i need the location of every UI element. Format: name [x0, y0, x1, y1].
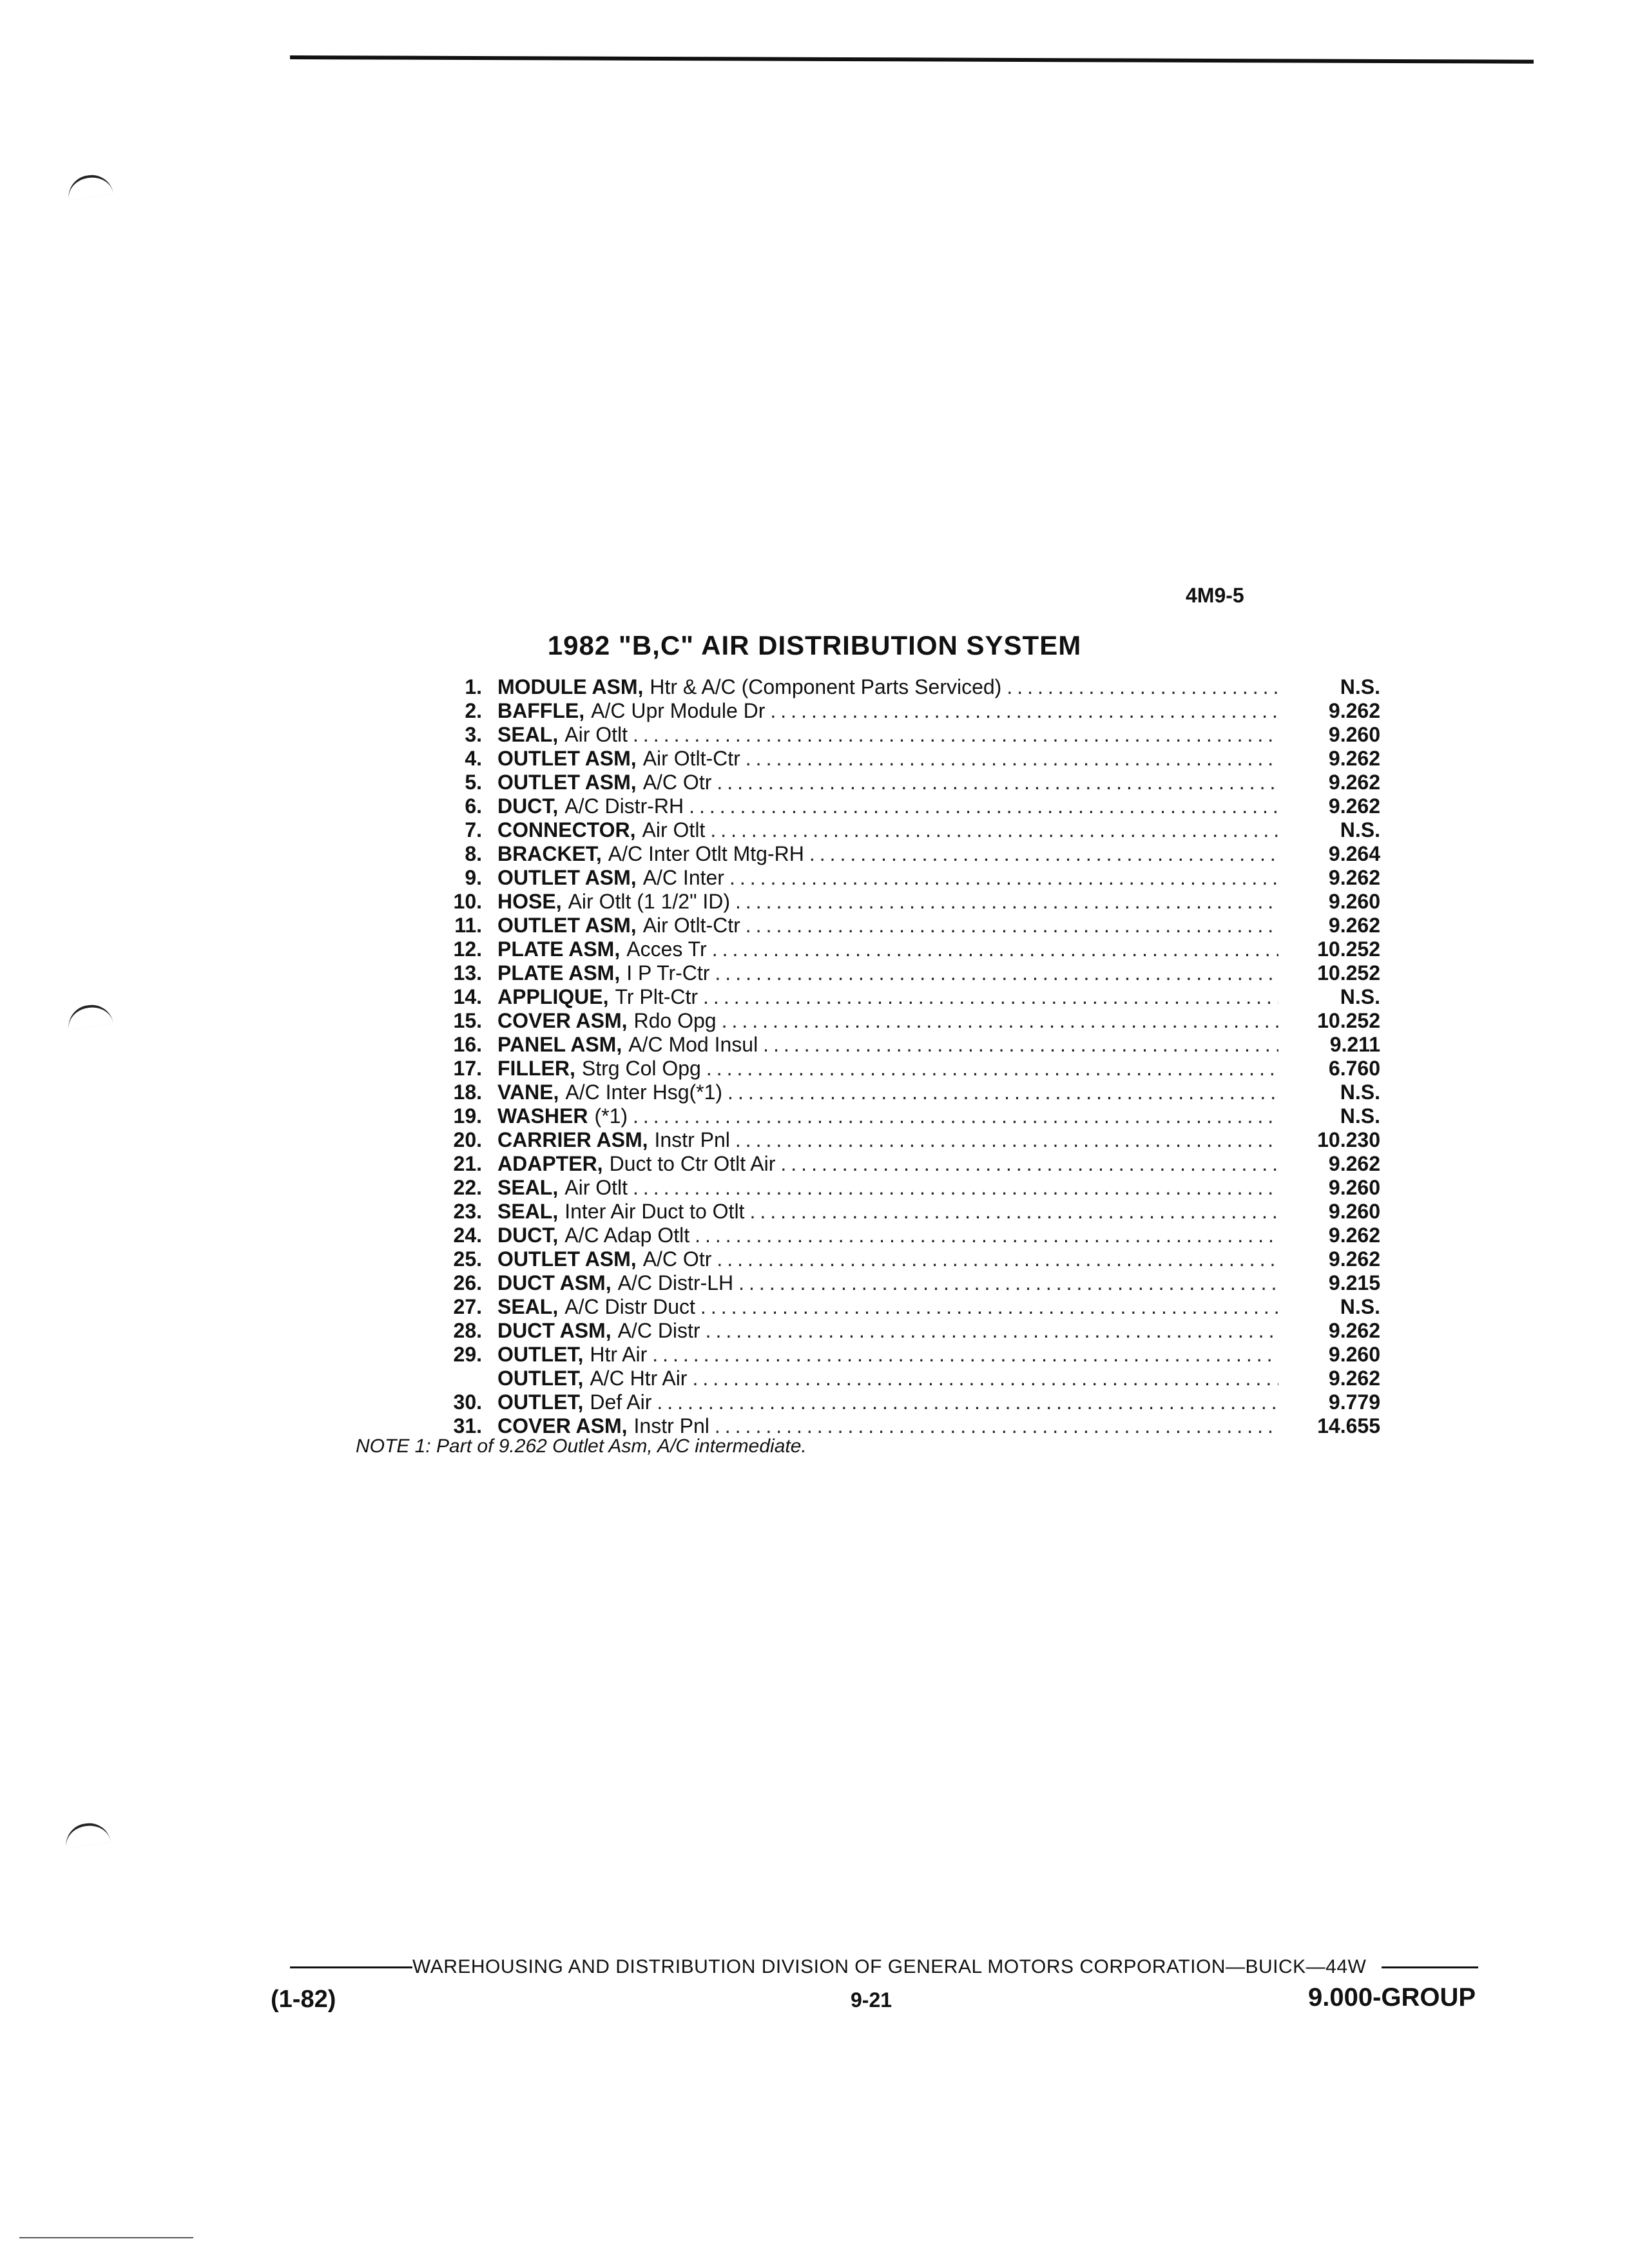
- part-description: Air Otlt-Ctr: [642, 747, 740, 770]
- dot-leader: [706, 1319, 1278, 1343]
- part-row: [400, 1033, 1385, 1057]
- dot-leader: [728, 1081, 1278, 1104]
- dash-rule: [1382, 1966, 1478, 1968]
- part-group-number: 9.215: [1328, 1271, 1380, 1294]
- part-group-number: 9.779: [1328, 1390, 1380, 1414]
- part-name: OUTLET ASM,: [497, 771, 637, 794]
- part-group-number: N.S.: [1340, 985, 1380, 1008]
- part-name: PANEL ASM,: [497, 1033, 622, 1056]
- part-number: 31.: [453, 1414, 482, 1437]
- part-number: 8.: [465, 842, 482, 865]
- part-group-number: 9.262: [1328, 747, 1380, 770]
- part-group-number: 10.252: [1317, 1009, 1380, 1032]
- dot-leader: [770, 699, 1278, 723]
- part-description: A/C Inter Hsg(*1): [565, 1081, 723, 1104]
- part-description: Air Otlt-Ctr: [642, 914, 740, 937]
- part-group-number: 6.760: [1328, 1057, 1380, 1080]
- part-name: APPLIQUE,: [497, 985, 609, 1008]
- part-row: [400, 675, 1385, 699]
- footnote: NOTE 1: Part of 9.262 Outlet Asm, A/C intermediate.: [356, 1436, 807, 1457]
- part-number: 1.: [465, 675, 482, 698]
- part-description: A/C Inter: [642, 866, 724, 889]
- part-group-number: N.S.: [1340, 1295, 1380, 1318]
- part-description: A/C Adap Otlt: [564, 1224, 690, 1247]
- part-description: A/C Otr: [642, 1247, 712, 1271]
- part-number: 14.: [453, 985, 482, 1008]
- dot-leader: [652, 1343, 1278, 1367]
- part-row: [400, 1104, 1385, 1128]
- part-group-number: 9.260: [1328, 1343, 1380, 1366]
- part-number: 15.: [453, 1009, 482, 1032]
- part-name: COVER ASM,: [497, 1414, 628, 1437]
- part-row: [400, 866, 1385, 890]
- part-group-number: 9.262: [1328, 699, 1380, 722]
- part-name: FILLER,: [497, 1057, 575, 1080]
- part-number: 18.: [453, 1081, 482, 1104]
- dot-leader: [715, 961, 1278, 985]
- dot-leader: [633, 1176, 1278, 1200]
- part-name: HOSE,: [497, 890, 562, 913]
- part-row: [400, 794, 1385, 818]
- part-number: 10.: [453, 890, 482, 913]
- part-description: Htr Air: [590, 1343, 648, 1366]
- part-description: I P Tr-Ctr: [626, 961, 710, 985]
- part-number: 21.: [453, 1152, 482, 1175]
- part-name: DUCT ASM,: [497, 1319, 612, 1342]
- dot-leader: [689, 794, 1278, 818]
- part-group-number: N.S.: [1340, 1081, 1380, 1104]
- part-name: SEAL,: [497, 1176, 559, 1199]
- part-number: 19.: [453, 1104, 482, 1128]
- part-description: Strg Col Opg: [581, 1057, 701, 1080]
- part-name: PLATE ASM,: [497, 937, 621, 961]
- dot-leader: [657, 1390, 1278, 1414]
- part-group-number: 9.211: [1329, 1033, 1380, 1056]
- part-description: A/C Inter Otlt Mtg-RH: [608, 842, 804, 865]
- dot-leader: [722, 1009, 1278, 1033]
- dot-leader: [729, 866, 1278, 890]
- part-number: 20.: [453, 1128, 482, 1151]
- reference-code: 4M9-5: [1186, 584, 1244, 607]
- part-name: CARRIER ASM,: [497, 1128, 648, 1151]
- part-description: (*1): [594, 1104, 628, 1128]
- part-row: [400, 1319, 1385, 1343]
- dot-leader: [717, 1247, 1278, 1271]
- part-row: [400, 699, 1385, 723]
- part-description: Inter Air Duct to Otlt: [564, 1200, 745, 1223]
- dot-leader: [695, 1224, 1278, 1247]
- bottom-rule: [19, 2237, 193, 2238]
- top-rule: [290, 55, 1534, 64]
- part-description: Air Otlt: [642, 818, 706, 841]
- part-number: 2.: [465, 699, 482, 722]
- part-number: 25.: [453, 1247, 482, 1271]
- part-row: [400, 1081, 1385, 1104]
- part-group-number: 9.260: [1328, 1200, 1380, 1223]
- part-number: 7.: [465, 818, 482, 841]
- part-name: ADAPTER,: [497, 1152, 603, 1175]
- part-description: Instr Pnl: [633, 1414, 709, 1437]
- part-row: [400, 1367, 1385, 1390]
- group-label: 9.000-GROUP: [1308, 1983, 1476, 2012]
- part-row: [400, 818, 1385, 842]
- part-name: DUCT,: [497, 794, 559, 818]
- part-name: BRACKET,: [497, 842, 602, 865]
- part-name: DUCT,: [497, 1224, 559, 1247]
- part-row: [400, 1390, 1385, 1414]
- part-row: [400, 842, 1385, 866]
- part-number: 22.: [453, 1176, 482, 1199]
- dash-rule: [290, 1966, 412, 1968]
- dot-leader: [715, 1414, 1278, 1438]
- part-group-number: 9.262: [1328, 771, 1380, 794]
- part-name: WASHER: [497, 1104, 588, 1128]
- dot-leader: [749, 1200, 1278, 1224]
- part-number: 6.: [465, 794, 482, 818]
- part-name: OUTLET ASM,: [497, 866, 637, 889]
- part-description: Instr Pnl: [654, 1128, 730, 1151]
- part-name: OUTLET,: [497, 1343, 584, 1366]
- binder-hole-mark: [66, 1002, 113, 1030]
- part-description: A/C Distr: [617, 1319, 700, 1342]
- part-name: OUTLET ASM,: [497, 747, 637, 770]
- part-number: 24.: [453, 1224, 482, 1247]
- part-group-number: 9.262: [1328, 1152, 1380, 1175]
- part-number: 12.: [453, 937, 482, 961]
- part-name: OUTLET ASM,: [497, 1247, 637, 1271]
- part-group-number: 14.655: [1317, 1414, 1380, 1437]
- part-group-number: 9.262: [1328, 1247, 1380, 1271]
- part-description: Acces Tr: [626, 937, 707, 961]
- part-name: PLATE ASM,: [497, 961, 621, 985]
- part-number: 13.: [453, 961, 482, 985]
- dot-leader: [700, 1295, 1278, 1319]
- part-description: A/C Distr Duct: [564, 1295, 695, 1318]
- part-group-number: 9.260: [1328, 890, 1380, 913]
- binder-hole-mark: [66, 172, 113, 200]
- part-name: CONNECTOR,: [497, 818, 636, 841]
- part-description: A/C Otr: [642, 771, 712, 794]
- part-row: [400, 1224, 1385, 1247]
- dot-leader: [763, 1033, 1278, 1057]
- part-row: [400, 1200, 1385, 1224]
- part-name: SEAL,: [497, 1200, 559, 1223]
- dot-leader: [735, 890, 1278, 914]
- part-row: [400, 1128, 1385, 1152]
- part-group-number: 10.252: [1317, 961, 1380, 985]
- dot-leader: [746, 914, 1278, 937]
- part-group-number: N.S.: [1340, 1104, 1380, 1128]
- part-row: [400, 771, 1385, 794]
- part-row: [400, 1152, 1385, 1176]
- part-number: 28.: [453, 1319, 482, 1342]
- part-row: [400, 1247, 1385, 1271]
- dot-leader: [717, 771, 1278, 794]
- part-name: SEAL,: [497, 1295, 559, 1318]
- dot-leader: [746, 747, 1278, 771]
- part-number: 30.: [453, 1390, 482, 1414]
- part-number: 26.: [453, 1271, 482, 1294]
- dot-leader: [633, 723, 1278, 747]
- part-description: Duct to Ctr Otlt Air: [609, 1152, 776, 1175]
- part-number: 5.: [465, 771, 482, 794]
- part-name: VANE,: [497, 1081, 559, 1104]
- part-description: Htr & A/C (Component Parts Serviced): [650, 675, 1002, 698]
- part-group-number: 9.260: [1328, 1176, 1380, 1199]
- part-name: SEAL,: [497, 723, 559, 746]
- parts-list: [400, 675, 1385, 1438]
- part-description: A/C Distr-LH: [617, 1271, 734, 1294]
- part-group-number: 9.262: [1328, 914, 1380, 937]
- part-name: OUTLET,: [497, 1367, 584, 1390]
- part-group-number: 9.262: [1328, 1367, 1380, 1390]
- part-number: 29.: [453, 1343, 482, 1366]
- part-row: [400, 985, 1385, 1009]
- part-row: [400, 914, 1385, 937]
- dot-leader: [633, 1104, 1278, 1128]
- dot-leader: [712, 937, 1278, 961]
- part-name: BAFFLE,: [497, 699, 585, 722]
- part-number: 16.: [453, 1033, 482, 1056]
- part-row: [400, 961, 1385, 985]
- part-row: [400, 937, 1385, 961]
- part-group-number: 10.230: [1317, 1128, 1380, 1151]
- part-number: 27.: [453, 1295, 482, 1318]
- dot-leader: [710, 818, 1278, 842]
- part-name: DUCT ASM,: [497, 1271, 612, 1294]
- dot-leader: [1007, 675, 1278, 699]
- date-code: (1-82): [271, 1986, 336, 2013]
- part-row: [400, 1271, 1385, 1295]
- part-description: Air Otlt (1 1/2" ID): [568, 890, 730, 913]
- part-description: A/C Upr Module Dr: [591, 699, 766, 722]
- part-row: [400, 1009, 1385, 1033]
- part-row: [400, 747, 1385, 771]
- part-name: COVER ASM,: [497, 1009, 628, 1032]
- part-row: [400, 1414, 1385, 1438]
- part-name: MODULE ASM,: [497, 675, 644, 698]
- part-row: [400, 1343, 1385, 1367]
- dot-leader: [809, 842, 1278, 866]
- part-name: OUTLET,: [497, 1390, 584, 1414]
- part-description: Tr Plt-Ctr: [615, 985, 699, 1008]
- part-group-number: 9.262: [1328, 1319, 1380, 1342]
- dot-leader: [703, 985, 1278, 1009]
- dot-leader: [780, 1152, 1278, 1176]
- footer-division-line: [290, 1956, 1478, 1978]
- part-group-number: 9.264: [1328, 842, 1380, 865]
- page-title: 1982 "B,C" AIR DISTRIBUTION SYSTEM: [547, 630, 1082, 660]
- dot-leader: [735, 1128, 1278, 1152]
- part-group-number: 10.252: [1317, 937, 1380, 961]
- dot-leader: [692, 1367, 1278, 1390]
- part-row: [400, 1295, 1385, 1319]
- part-group-number: 9.262: [1328, 794, 1380, 818]
- part-group-number: N.S.: [1340, 818, 1380, 841]
- dot-leader: [738, 1271, 1278, 1295]
- part-group-number: N.S.: [1340, 675, 1380, 698]
- part-description: A/C Htr Air: [590, 1367, 688, 1390]
- part-group-number: 9.262: [1328, 1224, 1380, 1247]
- part-number: 3.: [465, 723, 482, 746]
- part-name: OUTLET ASM,: [497, 914, 637, 937]
- part-number: 17.: [453, 1057, 482, 1080]
- dot-leader: [706, 1057, 1278, 1081]
- part-number: 11.: [454, 914, 482, 937]
- part-description: A/C Distr-RH: [564, 794, 684, 818]
- part-row: [400, 890, 1385, 914]
- division-text: WAREHOUSING AND DISTRIBUTION DIVISION OF GENERAL MOTORS CORPORATION—BUICK—44W: [412, 1956, 1367, 1977]
- part-row: [400, 1176, 1385, 1200]
- part-description: Def Air: [590, 1390, 652, 1414]
- part-description: Rdo Opg: [633, 1009, 717, 1032]
- part-description: Air Otlt: [564, 723, 628, 746]
- part-row: [400, 723, 1385, 747]
- part-number: 9.: [465, 866, 482, 889]
- part-description: Air Otlt: [564, 1176, 628, 1199]
- part-description: A/C Mod Insul: [628, 1033, 758, 1056]
- part-group-number: 9.262: [1328, 866, 1380, 889]
- part-group-number: 9.260: [1328, 723, 1380, 746]
- binder-hole-mark: [63, 1820, 111, 1848]
- part-number: 4.: [465, 747, 482, 770]
- part-row: [400, 1057, 1385, 1081]
- part-number: 23.: [453, 1200, 482, 1223]
- page-number: 9-21: [851, 1988, 892, 2012]
